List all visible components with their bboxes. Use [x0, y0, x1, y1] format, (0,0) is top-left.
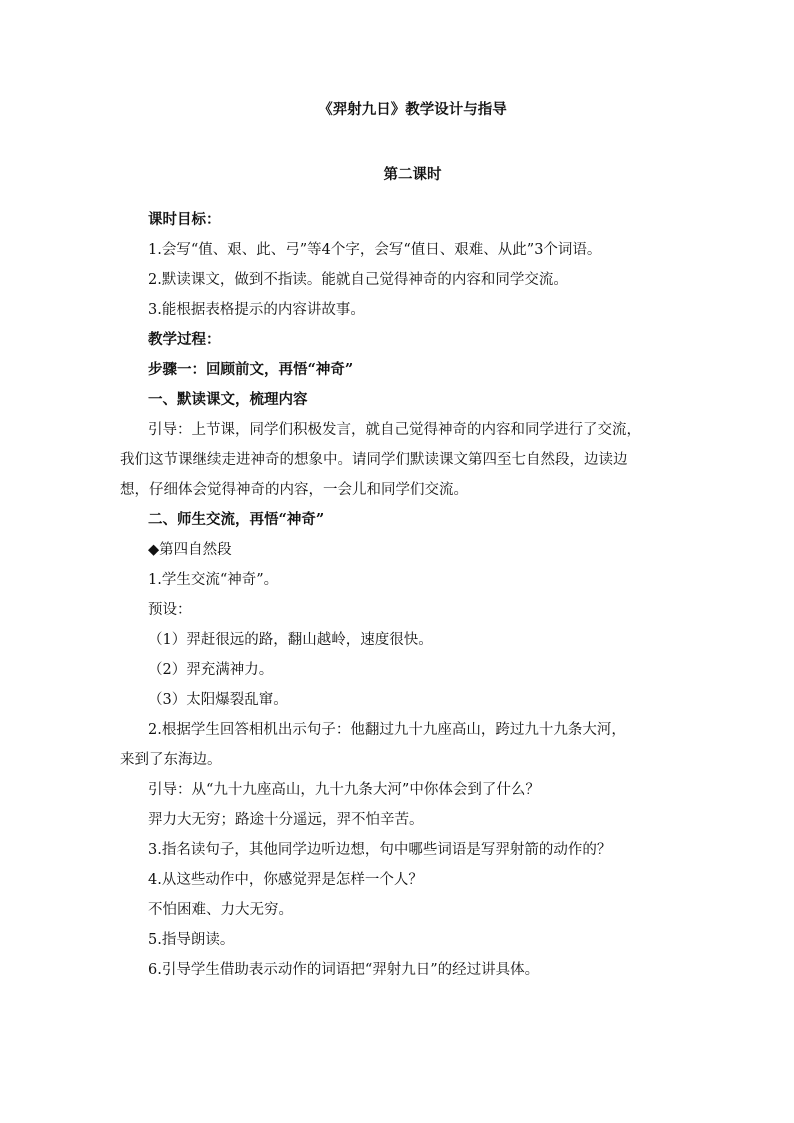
goal-item: 3.能根据表格提示的内容讲故事。: [148, 301, 365, 318]
list-item: 2.根据学生回答相机出示句子：他翻过九十九座高山，跨过九十九条大河，: [148, 721, 626, 738]
goal-item: 2.默读课文，做到不指读。能就自己觉得神奇的内容和同学交流。: [148, 271, 568, 288]
list-item: 6.引导学生借助表示动作的词语把“羿射九日”的经过讲具体。: [148, 961, 540, 978]
list-item: 5.指导朗读。: [148, 931, 235, 948]
goals-heading: 课时目标：: [148, 210, 221, 228]
preset-label: 预设：: [148, 601, 192, 618]
document-title: 《羿射九日》教学设计与指导: [318, 101, 507, 118]
list-item: 4.从这些动作中，你感觉羿是怎样一个人？: [148, 871, 423, 888]
intro-paragraph-line: 引导：上节课，同学们积极发言，就自己觉得神奇的内容和同学进行了交流，: [148, 421, 641, 438]
section-heading: 一、默读课文，梳理内容: [148, 390, 308, 408]
section-heading: 二、师生交流，再悟“神奇”: [148, 510, 325, 528]
guide-line: 引导：从“九十九座高山，九十九条大河”中你体会到了什么？: [148, 781, 540, 798]
intro-paragraph-line: 我们这节课继续走进神奇的想象中。请同学们默读课文第四至七自然段，边读边: [120, 451, 628, 468]
preset-item: （1）羿赶很远的路，翻山越岭，速度很快。: [148, 631, 433, 648]
answer-line: 羿力大无穷；路途十分遥远，羿不怕辛苦。: [148, 811, 424, 828]
process-heading: 教学过程：: [148, 330, 221, 348]
list-item: 1.学生交流“神奇”。: [148, 571, 279, 588]
lesson-subtitle: 第二课时: [383, 166, 442, 183]
intro-paragraph-line: 想，仔细体会觉得神奇的内容，一会儿和同学们交流。: [120, 481, 468, 498]
list-item: 3.指名读句子，其他同学边听边想，句中哪些词语是写羿射箭的动作的？: [148, 841, 612, 858]
step-heading: 步骤一：回顾前文，再悟“神奇”: [148, 360, 354, 378]
list-item-continuation: 来到了东海边。: [120, 751, 222, 768]
paragraph-label: ◆第四自然段: [148, 541, 232, 558]
document-content: [120, 95, 685, 985]
goal-item: 1.会写“值、艰、此、弓”等4个字，会写“值日、艰难、从此”3个词语。: [148, 241, 602, 258]
answer-line: 不怕困难、力大无穷。: [148, 901, 293, 918]
preset-item: （2）羿充满神力。: [148, 661, 274, 678]
preset-item: （3）太阳爆裂乱窜。: [148, 691, 288, 708]
